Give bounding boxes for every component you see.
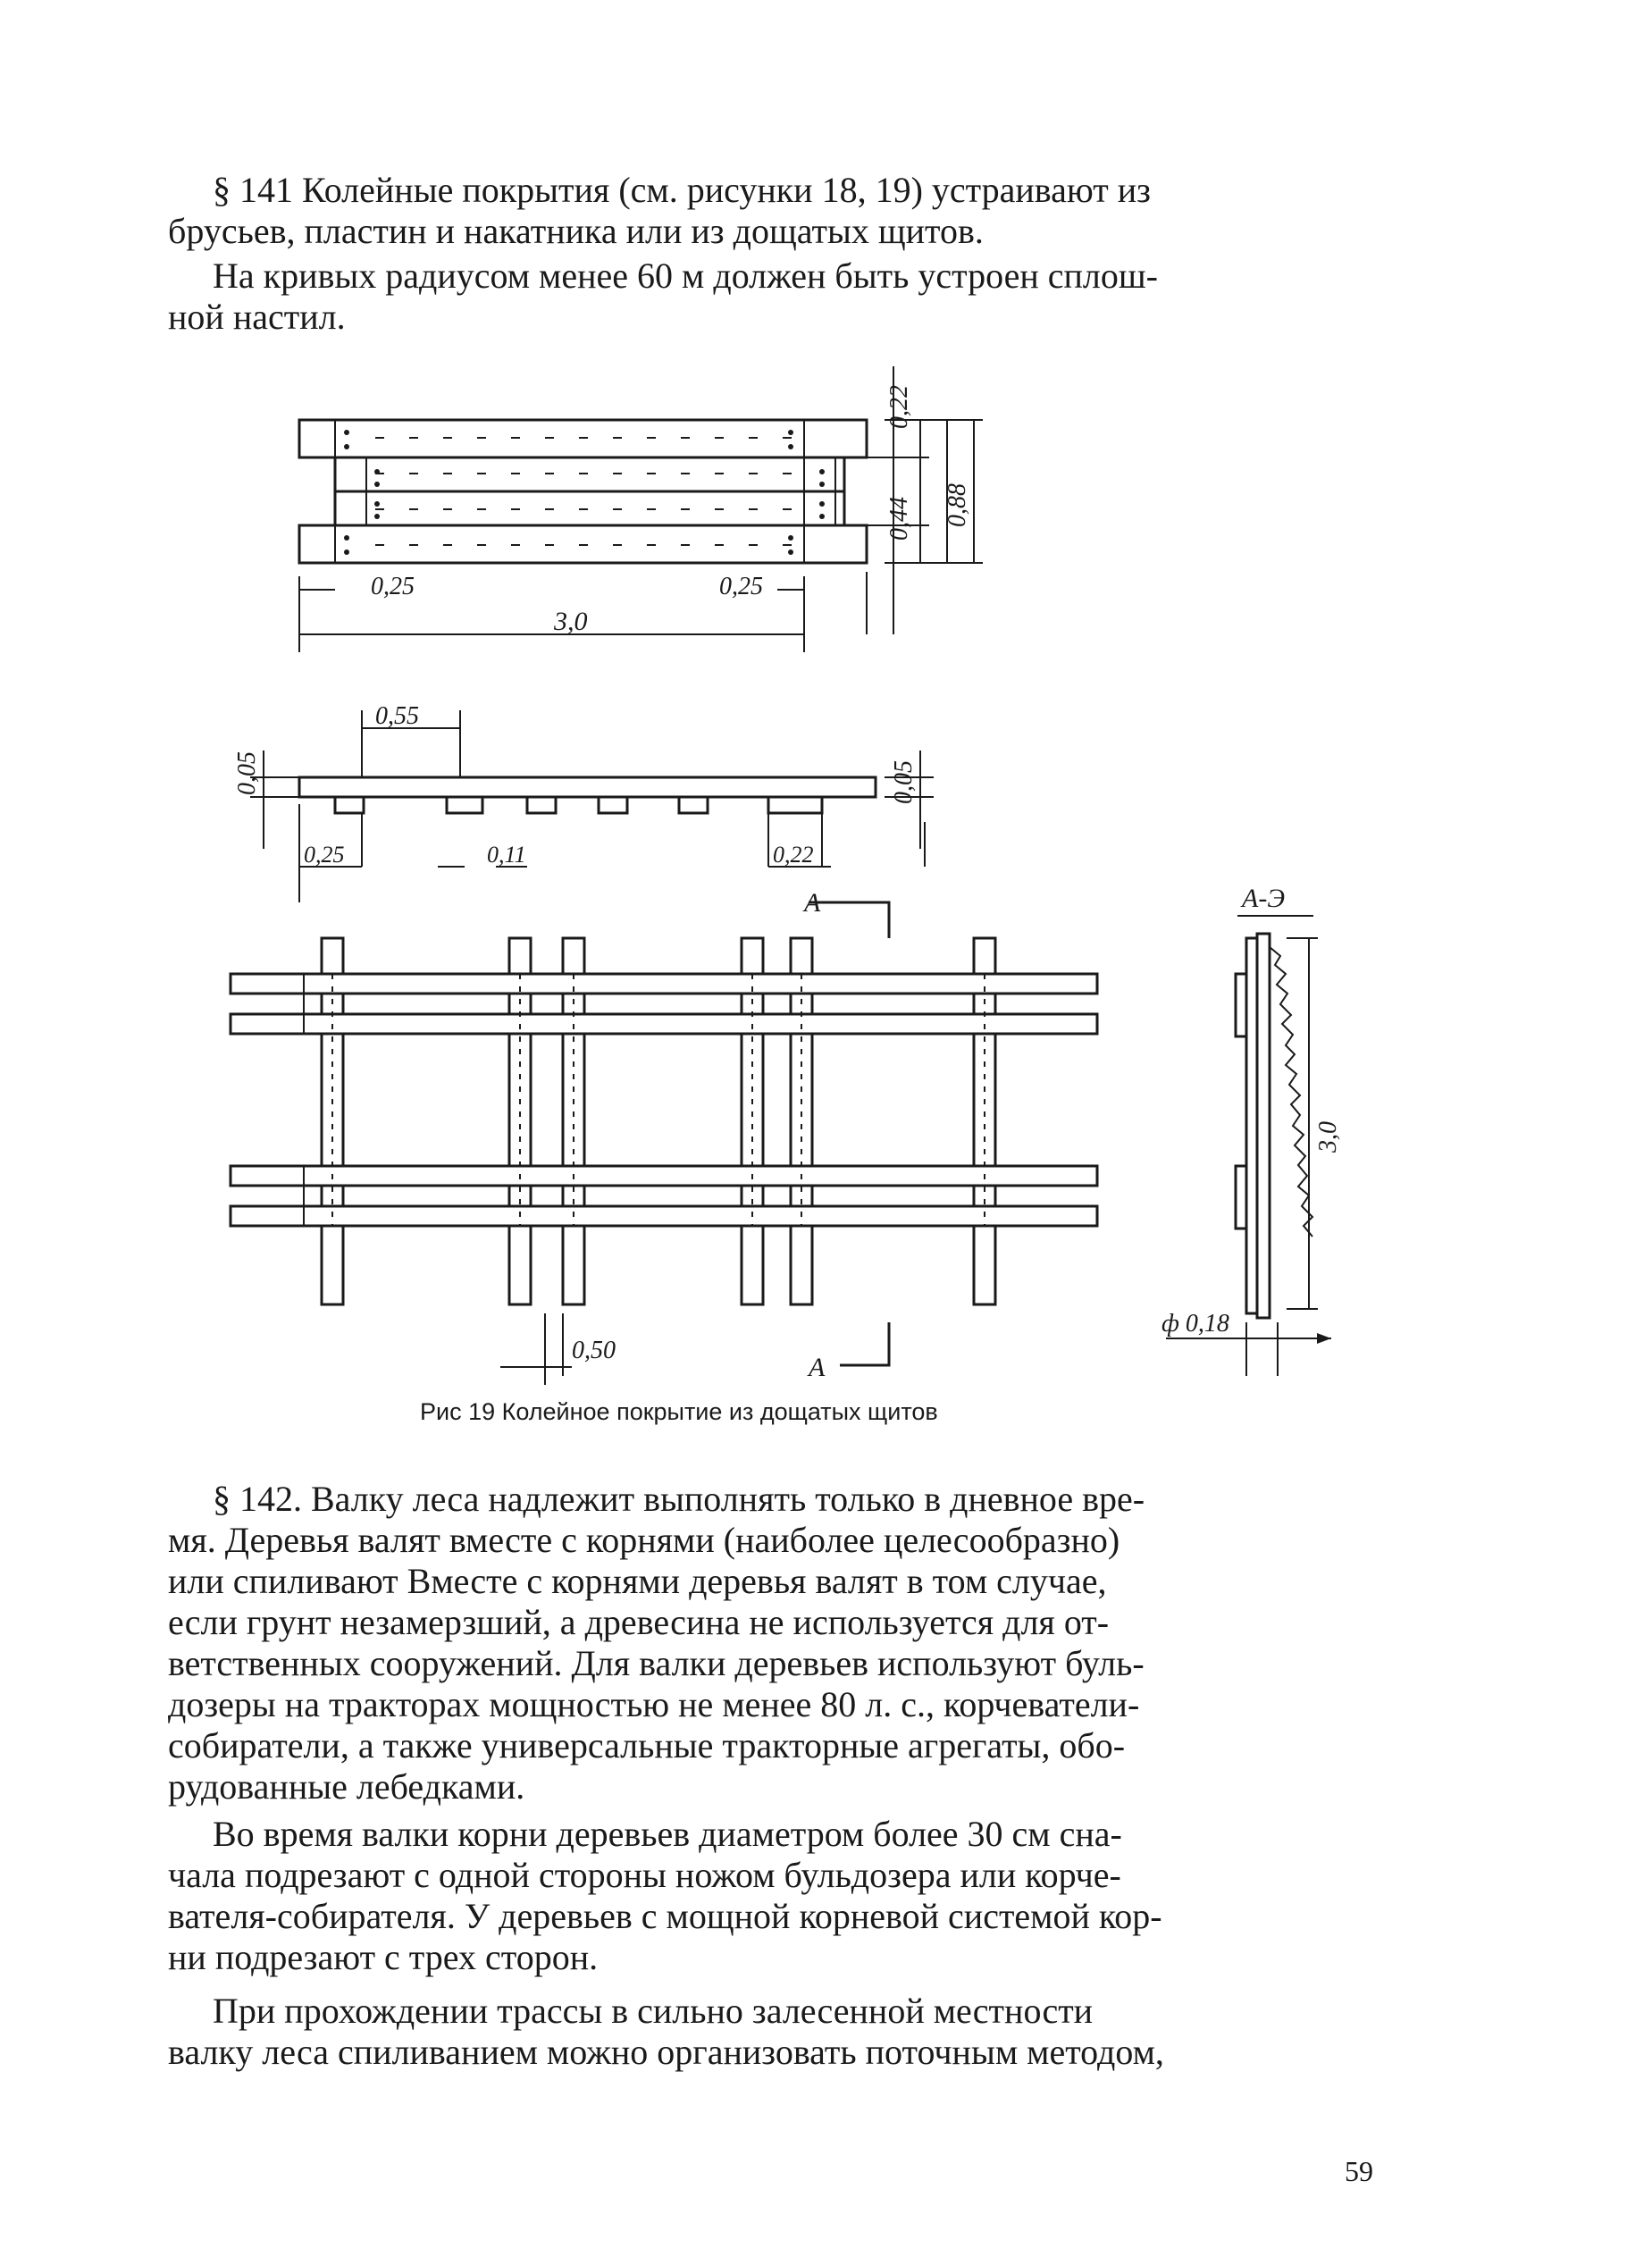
text-line: чала подрезают с одной стороны ножом бульдозера или корче-	[168, 1855, 1121, 1895]
paragraph-roots	[168, 1814, 1383, 1978]
dim-022-side: 0,22	[773, 842, 814, 868]
plan-view	[299, 366, 983, 652]
text-line: ветственных сооружений. Для валки деревьев используют буль-	[168, 1643, 1145, 1683]
text-line: или спиливают Вместе с корнями деревья валят в том случае,	[168, 1561, 1107, 1601]
paragraph-141	[168, 170, 1383, 252]
paragraph-curves	[168, 256, 1383, 338]
text-line: § 141 Колейные покрытия (см. рисунки 18, 19) устраивают из	[213, 170, 1151, 210]
paragraph-142	[168, 1479, 1383, 1807]
text-line: вателя-собирателя. У деревьев с мощной корневой системой кор-	[168, 1896, 1162, 1936]
dim-30-section: 3,0	[1314, 1121, 1342, 1153]
dim-055: 0,55	[375, 702, 419, 730]
text-line: брусьев, пластин и накатника или из дощатых щитов.	[168, 211, 984, 251]
text-line: если грунт незамерзший, а древесина не используется для от-	[168, 1602, 1110, 1642]
text-line: рудованные лебедками.	[168, 1766, 525, 1807]
text-line: ни подрезают с трех сторон.	[168, 1937, 599, 1977]
text-line: Во время валки корни деревьев диаметром более 30 см сна-	[213, 1814, 1122, 1854]
dim-088: 0,88	[943, 483, 971, 527]
dim-050: 0,50	[572, 1337, 616, 1364]
text-line: собиратели, а также универсальные тракторные агрегаты, обо-	[168, 1725, 1126, 1765]
dim-30: 3,0	[554, 607, 588, 636]
text-line: дозеры на тракторах мощностью не менее 80 л. с., корчеватели-	[168, 1684, 1140, 1724]
shields-plan	[231, 888, 1097, 1385]
text-line: ной настил.	[168, 297, 346, 337]
page-number: 59	[1345, 2155, 1373, 2187]
figure-caption: Рис 19 Колейное покрытие из дощатых щитов	[420, 1398, 938, 1425]
dim-044: 0,44	[885, 497, 913, 541]
dim-025-side: 0,25	[304, 842, 345, 868]
text-line: валку леса спиливанием можно организовать поточным методом,	[168, 2032, 1164, 2072]
section-title: А-Э	[1242, 884, 1285, 913]
dim-diameter-018: ф 0,18	[1161, 1310, 1229, 1338]
text-line: § 142. Валку леса надлежит выполнять только в дневное вре-	[213, 1479, 1145, 1519]
paragraph-forest	[168, 1991, 1383, 2073]
section-mark-bottom: А	[809, 1353, 826, 1382]
dim-025-right: 0,25	[719, 573, 763, 600]
side-view	[233, 702, 934, 902]
figure-19-drawing	[0, 348, 1652, 1403]
dim-005-left: 0,05	[233, 751, 261, 795]
dim-011: 0,11	[487, 842, 526, 868]
text-line: При прохождении трассы в сильно залесенной местности	[213, 1991, 1094, 2031]
dim-022: 0,22	[885, 385, 913, 429]
dim-005-right: 0,05	[890, 760, 918, 804]
section-mark-top: А	[804, 888, 821, 918]
text-line: На кривых радиусом менее 60 м должен быть устроен сплош-	[213, 256, 1158, 296]
dim-025-left: 0,25	[371, 573, 415, 600]
text-line: мя. Деревья валят вместе с корнями (наиболее целесообразно)	[168, 1520, 1120, 1560]
section-view	[1161, 884, 1342, 1376]
